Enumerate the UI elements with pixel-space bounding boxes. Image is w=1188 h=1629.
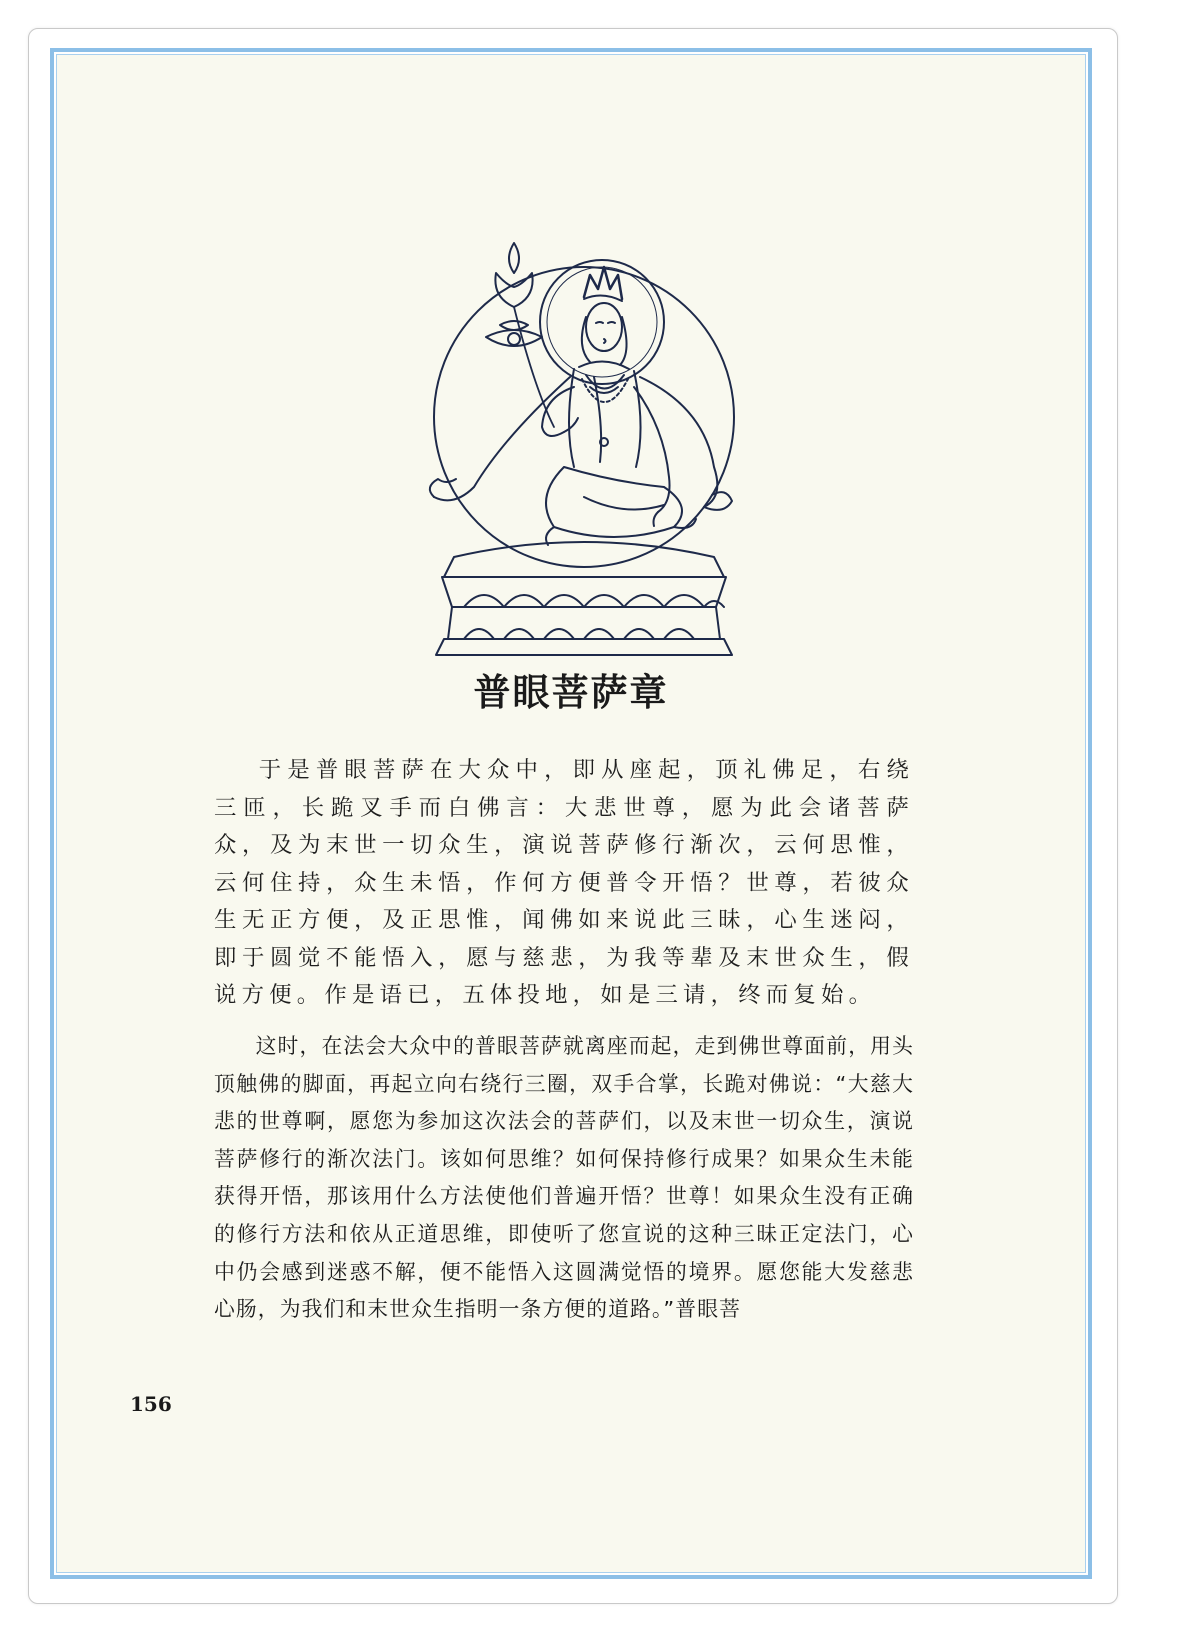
classical-text-paragraph: 于是普眼菩萨在大众中，即从座起，顶礼佛足，右绕三匝，长跪叉手而白佛言：大悲世尊，愿为此会诸菩萨众，及为末世一切众生，演说菩萨修行渐次，云何思惟，云何住持，众生未悟，作何方便普令开悟？世尊，若彼众生无正方便，及正思惟，闻佛如来说此三昧，心生迷闷，即于圆觉不能悟入，愿与慈悲，为我等辈及末世众生，假说方便。作是语已，五体投地，如是三请，终而复始。: [214, 757, 914, 1008]
modern-translation-paragraph: 这时，在法会大众中的普眼菩萨就离座而起，走到佛世尊面前，用头顶触佛的脚面，再起立向右绕行三圈，双手合掌，长跪对佛说：“大慈大悲的世尊啊，愿您为参加这次法会的菩萨们，以及末世一切众生，演说菩萨修行的渐次法门。该如何思维？如何保持修行成果？如果众生未能获得开悟，那该用什么方法使他们普遍开悟？世尊！如果众生没有正确的修行方法和依从正道思维，即使听了您宣说的这种三昧正定法门，心中仍会感到迷惑不解，便不能悟入这圆满觉悟的境界。愿您能大发慈悲心肠，为我们和末世众生指明一条方便的道路。”普眼菩: [214, 1034, 914, 1322]
book-page: [50, 48, 1092, 1579]
body-halo: [434, 267, 734, 567]
page-number: 156: [130, 1392, 172, 1416]
chapter-title: 普眼菩萨章: [473, 670, 669, 714]
bodhisattva-illustration: [414, 227, 754, 677]
